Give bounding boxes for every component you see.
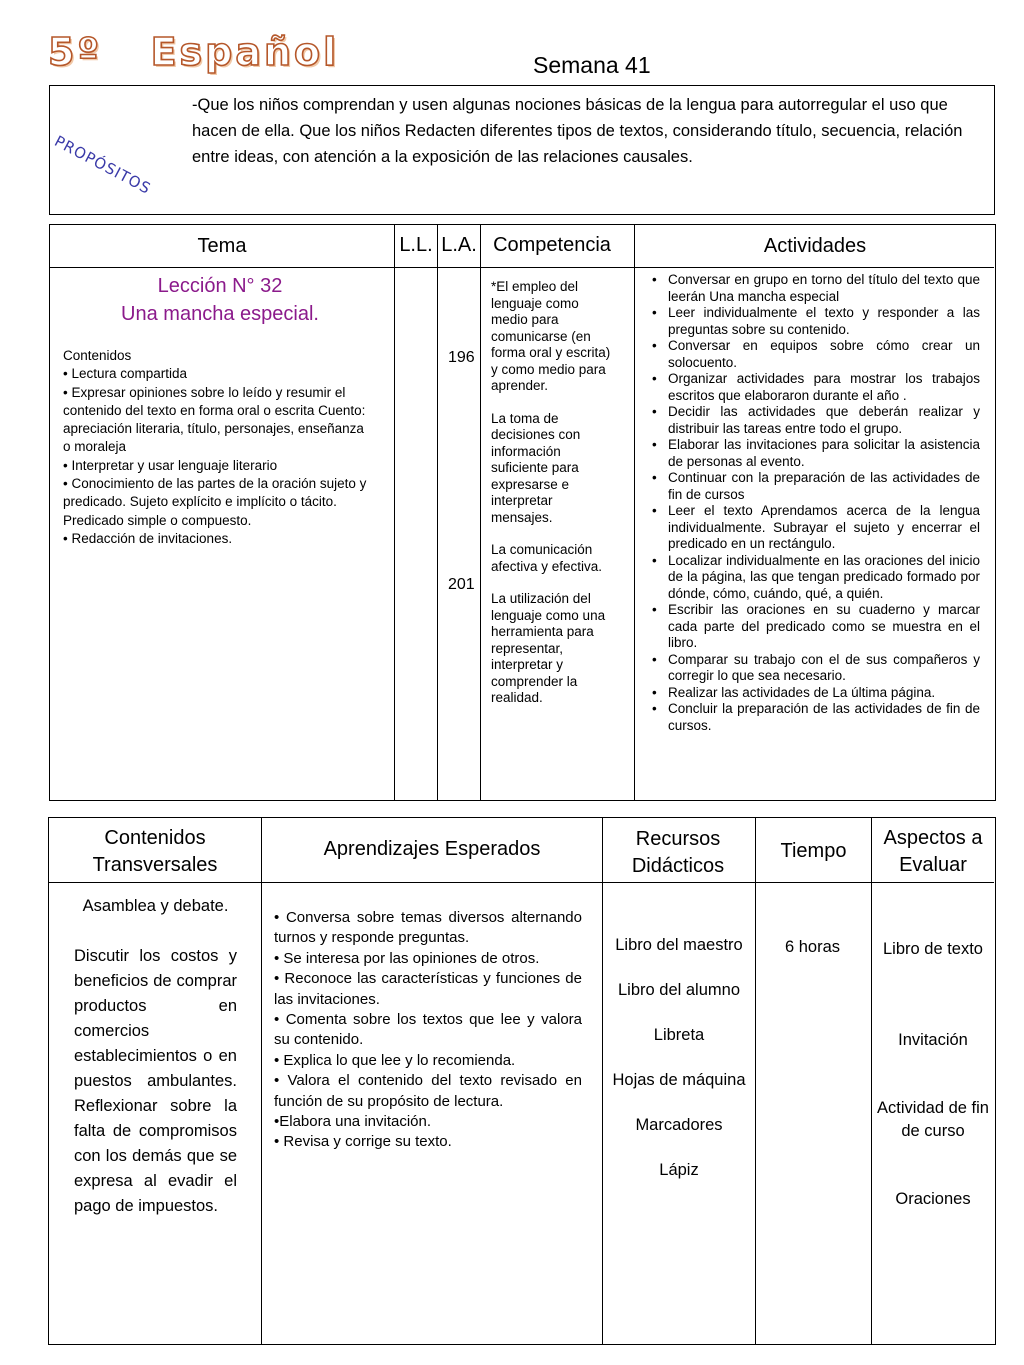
header-competencia: Competencia bbox=[493, 234, 611, 256]
recurso-item: Libro del alumno bbox=[618, 981, 740, 999]
recurso-item: Hojas de máquina bbox=[612, 1071, 746, 1089]
header-la: L.A. bbox=[441, 234, 477, 256]
aspecto-item: Invitación bbox=[898, 1031, 968, 1049]
aspectos-block bbox=[872, 938, 994, 1256]
actividad-item: • Organizar actividades para mostrar los trabajos escritos que elaboraron durante el año . bbox=[640, 371, 980, 404]
header-tema: Tema bbox=[197, 235, 247, 257]
recurso-item: Marcadores bbox=[635, 1116, 723, 1134]
header-ll: L.L. bbox=[399, 234, 433, 256]
aprendizaje-item: • Comenta sobre los textos que lee y valora su contenido. bbox=[274, 1011, 582, 1049]
header-recursos: Recursos Didácticos bbox=[631, 828, 725, 877]
actividad-item: • Decidir las actividades que deberán realizar y distribuir las tareas entre todo el grupo. bbox=[640, 404, 980, 437]
contenidos-title: Contenidos bbox=[63, 348, 132, 363]
transversales-block bbox=[74, 894, 237, 1219]
competencia-item: La toma de decisiones con información suficiente para expresarse e interpretar mensajes. bbox=[491, 410, 581, 525]
la-page: 196 bbox=[448, 349, 475, 366]
header-actividades: Actividades bbox=[763, 235, 867, 257]
competencias-block bbox=[491, 279, 616, 723]
header-aspectos: Aspectos a Evaluar bbox=[883, 827, 983, 876]
lesson-heading bbox=[50, 272, 390, 328]
header-tiempo: Tiempo bbox=[780, 840, 847, 862]
transversal-item: Asamblea y debate. bbox=[82, 897, 229, 915]
actividad-item: • Comparar su trabajo con el de sus compañeros y corregir lo que sea necesario. bbox=[640, 652, 980, 685]
lesson-title: Una mancha especial. bbox=[121, 303, 319, 325]
transversal-item: Discutir los costos y beneficios de comprar productos en comercios establecimientos o en puestos ambulantes. Reflexionar sobre la falta de compromisos con los demás que se expresa al evadir el pago de impuestos. bbox=[74, 947, 237, 1215]
competencia-item: *El empleo del lenguaje como medio para comunicarse (en forma oral y escrita) y como medio para aprender. bbox=[491, 279, 611, 393]
aspecto-item: Actividad de fin de curso bbox=[877, 1099, 989, 1140]
actividad-item: • Leer individualmente el texto y responder a las preguntas sobre su contenido. bbox=[640, 305, 980, 338]
aprendizaje-item: • Se interesa por las opiniones de otros. bbox=[274, 949, 540, 967]
actividad-item: • Conversar en equipos sobre cómo crear un solocuento. bbox=[640, 338, 980, 371]
header-transversales: Contenidos Transversales bbox=[92, 827, 218, 876]
aprendizaje-item: • Conversa sobre temas diversos alternando turnos y responde preguntas. bbox=[274, 909, 582, 947]
aprendizaje-item: • Reconoce las características y funciones de las invitaciones. bbox=[274, 970, 582, 1008]
actividad-item: • Elaborar las invitaciones para solicitar la asistencia de personas al evento. bbox=[640, 437, 980, 470]
propositos-text: -Que los niños comprendan y usen algunas nociones básicas de la lengua para autorregular el uso que hacen de ella. Que los niños Redacten diferentes tipos de textos, considerando título, secuencia, relación entre ideas, con atención a la exposición de las relaciones causales. bbox=[192, 96, 963, 166]
contenido-item: • Lectura compartida bbox=[63, 366, 188, 382]
page-title bbox=[48, 30, 339, 74]
tiempo-value: 6 horas bbox=[784, 938, 841, 956]
actividades-block bbox=[640, 272, 980, 734]
actividad-item: • Localizar individualmente en las oraciones del inicio de la página, las que tengan predicado formado por dónde, cómo, cuándo, qué, a quién. bbox=[640, 553, 980, 603]
grade: 5º bbox=[48, 30, 102, 74]
contenido-item: • Expresar opiniones sobre lo leído y resumir el contenido del texto en forma oral o escrita Cuento: apreciación literaria, título, personajes, enseñanza o moraleja bbox=[63, 384, 366, 455]
recurso-item: Libro del maestro bbox=[615, 936, 743, 954]
actividad-item: • Conversar en grupo en torno del título del texto que leerán Una mancha especial bbox=[640, 272, 980, 305]
competencia-item: La utilización del lenguaje como una herramienta para representar, interpretar y comprender la realidad. bbox=[491, 591, 606, 705]
aspecto-item: Oraciones bbox=[895, 1190, 971, 1208]
contenido-item: • Interpretar y usar lenguaje literario bbox=[63, 457, 278, 473]
header-aprendizajes: Aprendizajes Esperados bbox=[323, 838, 541, 860]
aprendizaje-item: • Revisa y corrige su texto. bbox=[274, 1133, 452, 1151]
actividad-item: • Continuar con la preparación de las actividades de fin de cursos bbox=[640, 470, 980, 503]
recursos-block bbox=[604, 934, 754, 1204]
recurso-item: Lápiz bbox=[659, 1161, 699, 1179]
aprendizajes-block bbox=[274, 908, 582, 1153]
propositos-label: PROPÓSITOS bbox=[51, 132, 155, 198]
actividad-item: • Leer el texto Aprendamos acerca de la lengua individualmente. Subrayar el sujeto y encerrar el predicado en un rectángulo. bbox=[640, 503, 980, 553]
subject: Español bbox=[150, 30, 340, 74]
week-label: Semana 41 bbox=[533, 52, 651, 78]
contenidos-block bbox=[63, 347, 373, 548]
actividad-item: • Escribir las oraciones en su cuaderno y marcar cada parte del predicado como se muestra en el libro. bbox=[640, 602, 980, 652]
aspecto-item: Libro de texto bbox=[883, 940, 983, 958]
actividad-item: • Concluir la preparación de las actividades de fin de cursos. bbox=[640, 701, 980, 734]
la-page: 201 bbox=[448, 576, 475, 593]
recurso-item: Libreta bbox=[653, 1026, 705, 1044]
contenido-item: • Conocimiento de las partes de la oración sujeto y predicado. Sujeto explícito e implícito o tácito. Predicado simple o compuesto. bbox=[63, 476, 367, 528]
actividad-item: • Realizar las actividades de La última página. bbox=[640, 685, 980, 702]
aprendizaje-item: • Valora el contenido del texto revisado en función de su propósito de lectura. bbox=[274, 1072, 582, 1110]
lesson-number: Lección N° 32 bbox=[157, 275, 283, 297]
aprendizaje-item: • Explica lo que lee y lo recomienda. bbox=[274, 1051, 516, 1069]
contenido-item: • Redacción de invitaciones. bbox=[63, 530, 233, 546]
aprendizaje-item: •Elabora una invitación. bbox=[274, 1113, 432, 1131]
competencia-item: La comunicación afectiva y efectiva. bbox=[491, 542, 603, 574]
